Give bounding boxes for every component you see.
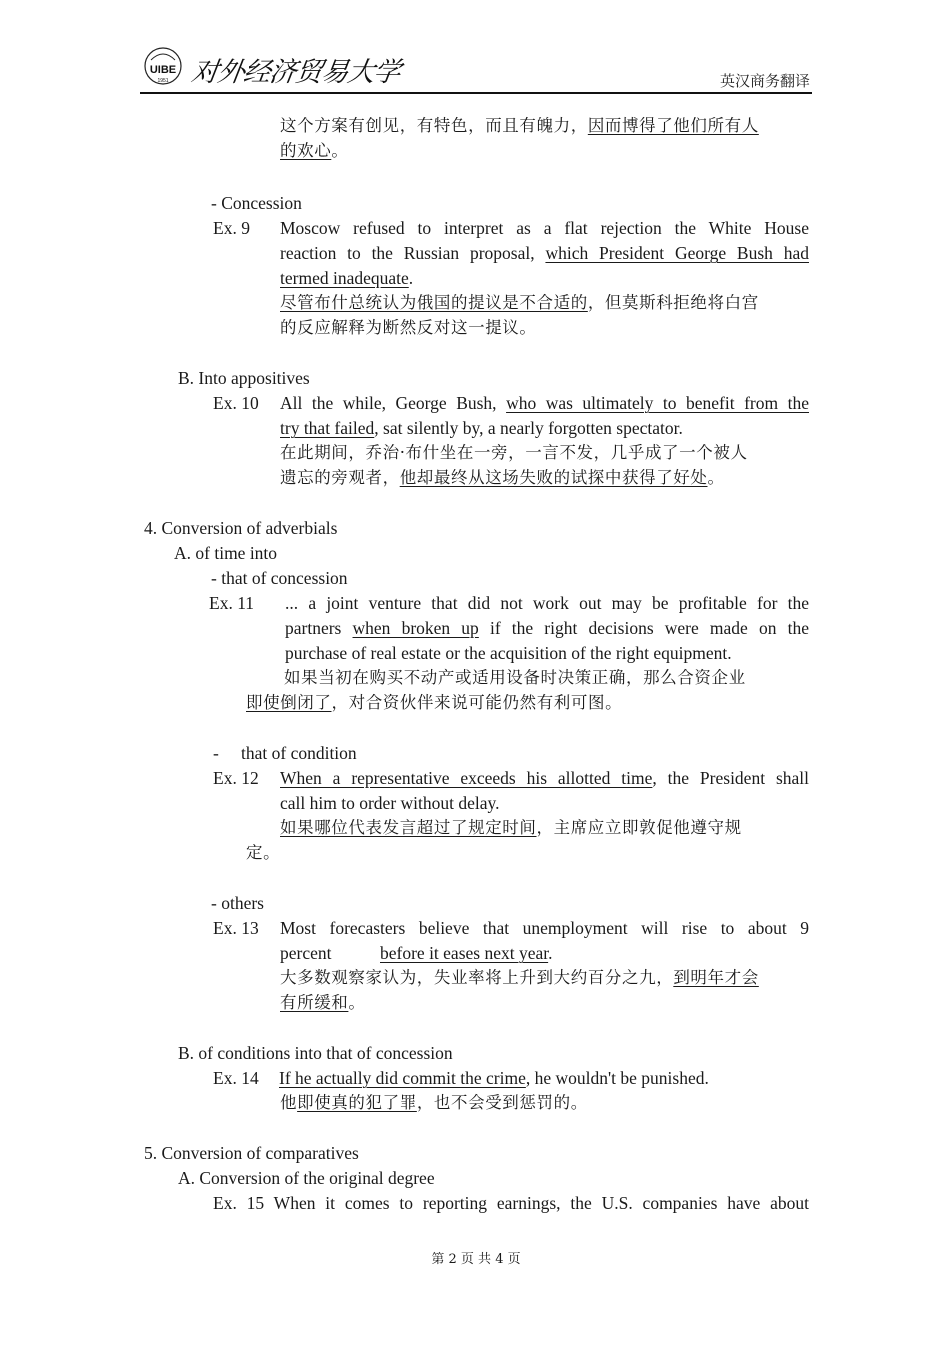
- text-line: 的反应解释为断然反对这一提议。: [280, 318, 537, 337]
- section-heading: A. of time into: [174, 543, 278, 563]
- text-line: termed inadequate.: [280, 268, 414, 288]
- subsection-dash: -: [213, 743, 219, 763]
- text-line: percent: [280, 943, 332, 963]
- logo-text: UIBE: [149, 64, 177, 76]
- section-heading: B. of conditions into that of concession: [178, 1043, 453, 1063]
- example-number: Ex. 11: [209, 593, 255, 613]
- text-line: If he actually did commit the crime, he wouldn't be punished.: [279, 1068, 709, 1088]
- text-line: try that failed, sat silently by, a nearly forgotten spectator.: [280, 418, 683, 438]
- text-line: before it eases next year.: [380, 943, 553, 963]
- example-number: Ex. 10: [213, 393, 259, 413]
- text-line: purchase of real estate or the acquisition of the right equipment.: [285, 643, 732, 663]
- text-line: Most forecasters believe that unemployment will rise to about 9: [280, 918, 809, 938]
- text-line: 如果当初在购买不动产或适用设备时决策正确，那么合资企业: [284, 668, 746, 687]
- section-heading: B. Into appositives: [178, 368, 310, 388]
- example-number: Ex. 14: [213, 1068, 259, 1088]
- text-line: 有所缓和。: [280, 993, 366, 1012]
- example-number: Ex. 12: [213, 768, 259, 788]
- text-line: 的欢心。: [280, 141, 349, 160]
- university-logo: [143, 46, 183, 86]
- course-title: 英汉商务翻译: [719, 72, 810, 90]
- text-line: 尽管布什总统认为俄国的提议是不合适的，但莫斯科拒绝将白宫: [280, 293, 759, 312]
- subsection-label: - others: [211, 893, 264, 913]
- text-line: ... a joint venture that did not work out may be profitable for the: [285, 593, 809, 613]
- page-header: [140, 40, 812, 96]
- text-line: 这个方案有创见，有特色，而且有魄力，因而博得了他们所有人: [280, 116, 759, 135]
- page-footer: 第 2 页 共 4 页: [431, 1252, 521, 1267]
- text-line: All the while, George Bush, who was ultimately to benefit from the: [280, 393, 809, 413]
- example-number: Ex. 13: [213, 918, 259, 938]
- text-line: 他即使真的犯了罪，也不会受到惩罚的。: [280, 1093, 588, 1112]
- subsection-label: - Concession: [211, 193, 302, 213]
- subsection-label: - that of concession: [211, 568, 348, 588]
- text-line: 如果哪位代表发言超过了规定时间，主席应立即敦促他遵守规: [280, 818, 742, 837]
- text-line: 定。: [246, 843, 281, 862]
- university-name: 对外经济贸易大学: [189, 57, 402, 88]
- text-line: call him to order without delay.: [280, 793, 500, 813]
- section-heading: 5. Conversion of comparatives: [144, 1143, 359, 1163]
- text-line: Moscow refused to interpret as a flat rejection the White House: [280, 218, 809, 238]
- text-line: When a representative exceeds his allotted time, the President shall: [280, 768, 809, 788]
- logo-year: 1951: [157, 78, 169, 84]
- section-heading: 4. Conversion of adverbials: [144, 518, 338, 538]
- header-divider: [140, 92, 812, 94]
- text-line: partners when broken up if the right decisions were made on the: [285, 618, 809, 638]
- text-line: 在此期间，乔治·布什坐在一旁，一言不发，几乎成了一个被人: [280, 443, 748, 462]
- example-number: Ex. 9: [213, 218, 250, 238]
- subsection-label: that of condition: [241, 743, 357, 763]
- text-line: Ex. 15 When it comes to reporting earnings, the U.S. companies have about: [213, 1193, 809, 1213]
- section-heading: A. Conversion of the original degree: [178, 1168, 435, 1188]
- text-line: reaction to the Russian proposal, which President George Bush had: [280, 243, 809, 263]
- text-line: 即使倒闭了，对合资伙伴来说可能仍然有利可图。: [246, 693, 623, 712]
- text-line: 遗忘的旁观者，他却最终从这场失败的试探中获得了好处。: [280, 468, 725, 487]
- text-line: 大多数观察家认为，失业率将上升到大约百分之九，到明年才会: [280, 968, 759, 987]
